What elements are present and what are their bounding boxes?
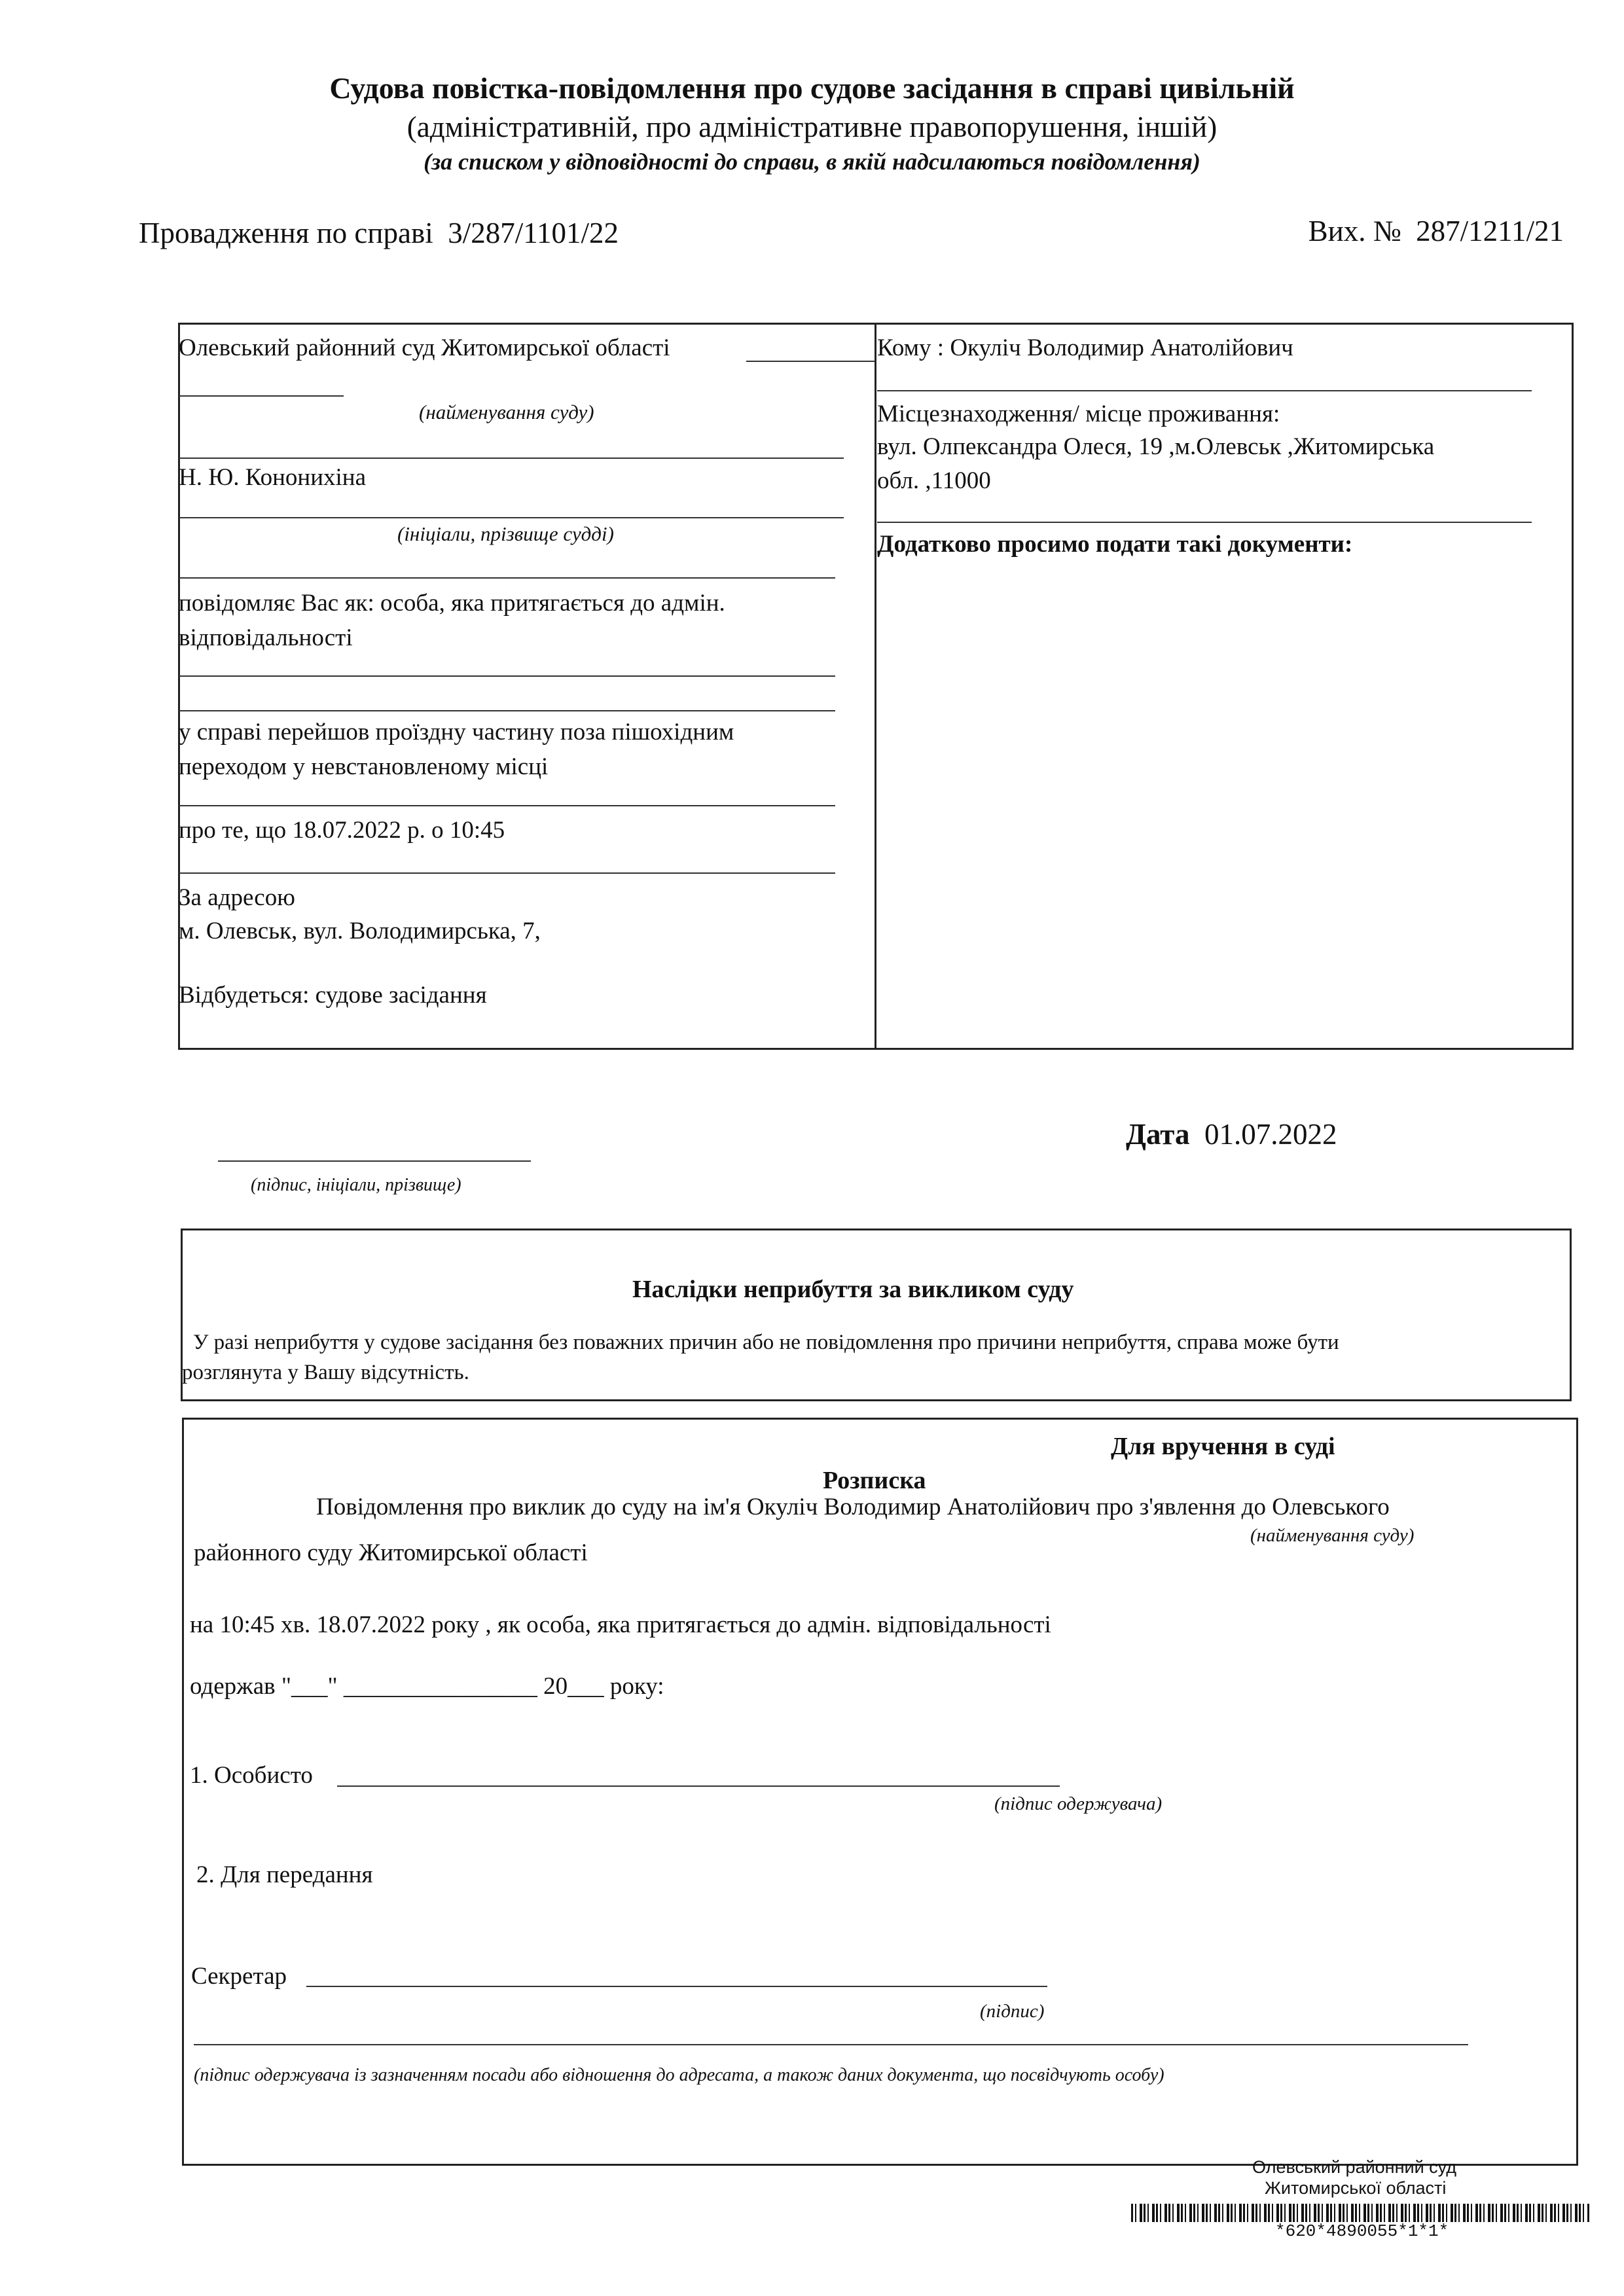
consequences-title: Наслідки неприбуття за викликом суду: [632, 1276, 1074, 1303]
for-transfer-label: 2. Для передання: [196, 1861, 373, 1888]
outgoing-label: Вих. №: [1308, 215, 1401, 247]
signature-caption: (підпис, ініціали, прізвище): [251, 1175, 461, 1195]
for-court-label: Для вручення в суді: [1111, 1433, 1335, 1460]
judge-rule: [179, 517, 844, 518]
hearing-when: про те, що 18.07.2022 р. о 10:45: [179, 817, 505, 844]
case-rule: [179, 805, 835, 806]
location-line-2: обл. ,11000: [877, 467, 991, 494]
judge-caption: (ініціали, прізвище судді): [397, 522, 614, 545]
outgoing-line: [1308, 214, 1564, 248]
court-rule: [179, 457, 844, 459]
case-label: Провадження по справі: [139, 217, 433, 249]
address: м. Олевськ, вул. Володимирська, 7,: [179, 918, 541, 944]
consequences-line-1: У разі неприбуття у судове засідання без поважних причин або не повідомлення про причини неприбуття, справа може бути: [193, 1331, 1339, 1354]
personally-rule: [337, 1785, 1060, 1787]
column-divider: [875, 323, 876, 1050]
page-subtitle: (адміністративній, про адміністративне правопорушення, іншій): [406, 111, 1218, 143]
bottom-rule: [194, 2044, 1468, 2045]
when-rule: [179, 872, 835, 874]
notify-line-1: повідомляє Вас як: особа, яка притягається до адмін.: [179, 590, 725, 617]
judge-rule-2: [179, 577, 835, 579]
location-line-1: вул. Олпександра Олеся, 19 ,м.Олевськ ,Житомирська: [877, 433, 1435, 460]
docs-request: Додатково просимо подати такі документи:: [877, 531, 1353, 558]
case-line-2: переходом у невстановленому місці: [179, 753, 549, 780]
date-value: 01.07.2022: [1204, 1118, 1337, 1151]
secretary-signature-caption: (підпис): [980, 2001, 1045, 2022]
barcode-text: *620*4890055*1*1*: [1275, 2221, 1449, 2241]
location-rule: [877, 522, 1532, 523]
received-line: одержав "___" ________________ 20___ року:: [190, 1673, 664, 1700]
date-line: [1126, 1117, 1337, 1151]
receipt-line-2: районного суду Житомирської області: [194, 1539, 588, 1566]
page-title: Судова повістка-повідомлення про судове засідання в справі цивільній: [329, 71, 1295, 105]
recipient-rule: [877, 390, 1532, 391]
bottom-caption: (підпис одержувача із зазначенням посади або відношення до адресата, а також даних документа, що посвідчують особу): [194, 2065, 1164, 2085]
barcode: [1131, 2204, 1589, 2222]
location-label: Місцезнаходження/ місце проживання:: [877, 401, 1280, 427]
signature-rule: [218, 1160, 531, 1162]
recipient-name: Кому : Окуліч Володимир Анатолійович: [877, 334, 1293, 361]
case-number: 3/287/1101/22: [448, 217, 619, 249]
personally-label: 1. Особисто: [190, 1762, 313, 1789]
case-line: [139, 216, 619, 250]
notify-rule-2: [179, 710, 835, 711]
case-line-1: у справі перейшов проїздну частину поза пішохідним: [179, 719, 734, 745]
court-caption: (найменування суду): [419, 401, 594, 423]
receipt-line-3: на 10:45 хв. 18.07.2022 року , як особа, яка притягається до адмін. відповідальності: [190, 1611, 1051, 1638]
court-name-underline: [746, 361, 875, 362]
receipt-line-1: Повідомлення про виклик до суду на ім'я Окуліч Володимир Анатолійович про з'явлення до Олевського: [316, 1494, 1390, 1520]
judge-name: Н. Ю. Кононихіна: [179, 464, 366, 491]
receipt-court-caption: (найменування суду): [1250, 1525, 1415, 1546]
outgoing-number: 287/1211/21: [1416, 215, 1564, 247]
secretary-rule: [306, 1986, 1047, 1987]
page-note: (за списком у відповідності до справи, в якій надсилаються повідомлення): [424, 149, 1200, 175]
stamp-line-2: Житомирської області: [1265, 2178, 1447, 2198]
secretary-label: Секретар: [191, 1963, 287, 1990]
stamp-line-1: Олевський районний суд: [1252, 2157, 1457, 2177]
court-name: Олевський районний суд Житомирської області: [179, 334, 670, 361]
recipient-signature-caption: (підпис одержувача): [994, 1793, 1163, 1814]
address-label: За адресою: [179, 884, 295, 911]
receipt-title: Розписка: [823, 1467, 926, 1494]
consequences-line-2: розглянута у Вашу відсутність.: [182, 1361, 469, 1384]
date-label: Дата: [1126, 1118, 1190, 1151]
notify-line-2: відповідальності: [179, 624, 353, 651]
court-name-underline-2: [179, 395, 344, 397]
event: Відбудеться: судове засідання: [179, 982, 487, 1009]
notify-rule: [179, 675, 835, 677]
